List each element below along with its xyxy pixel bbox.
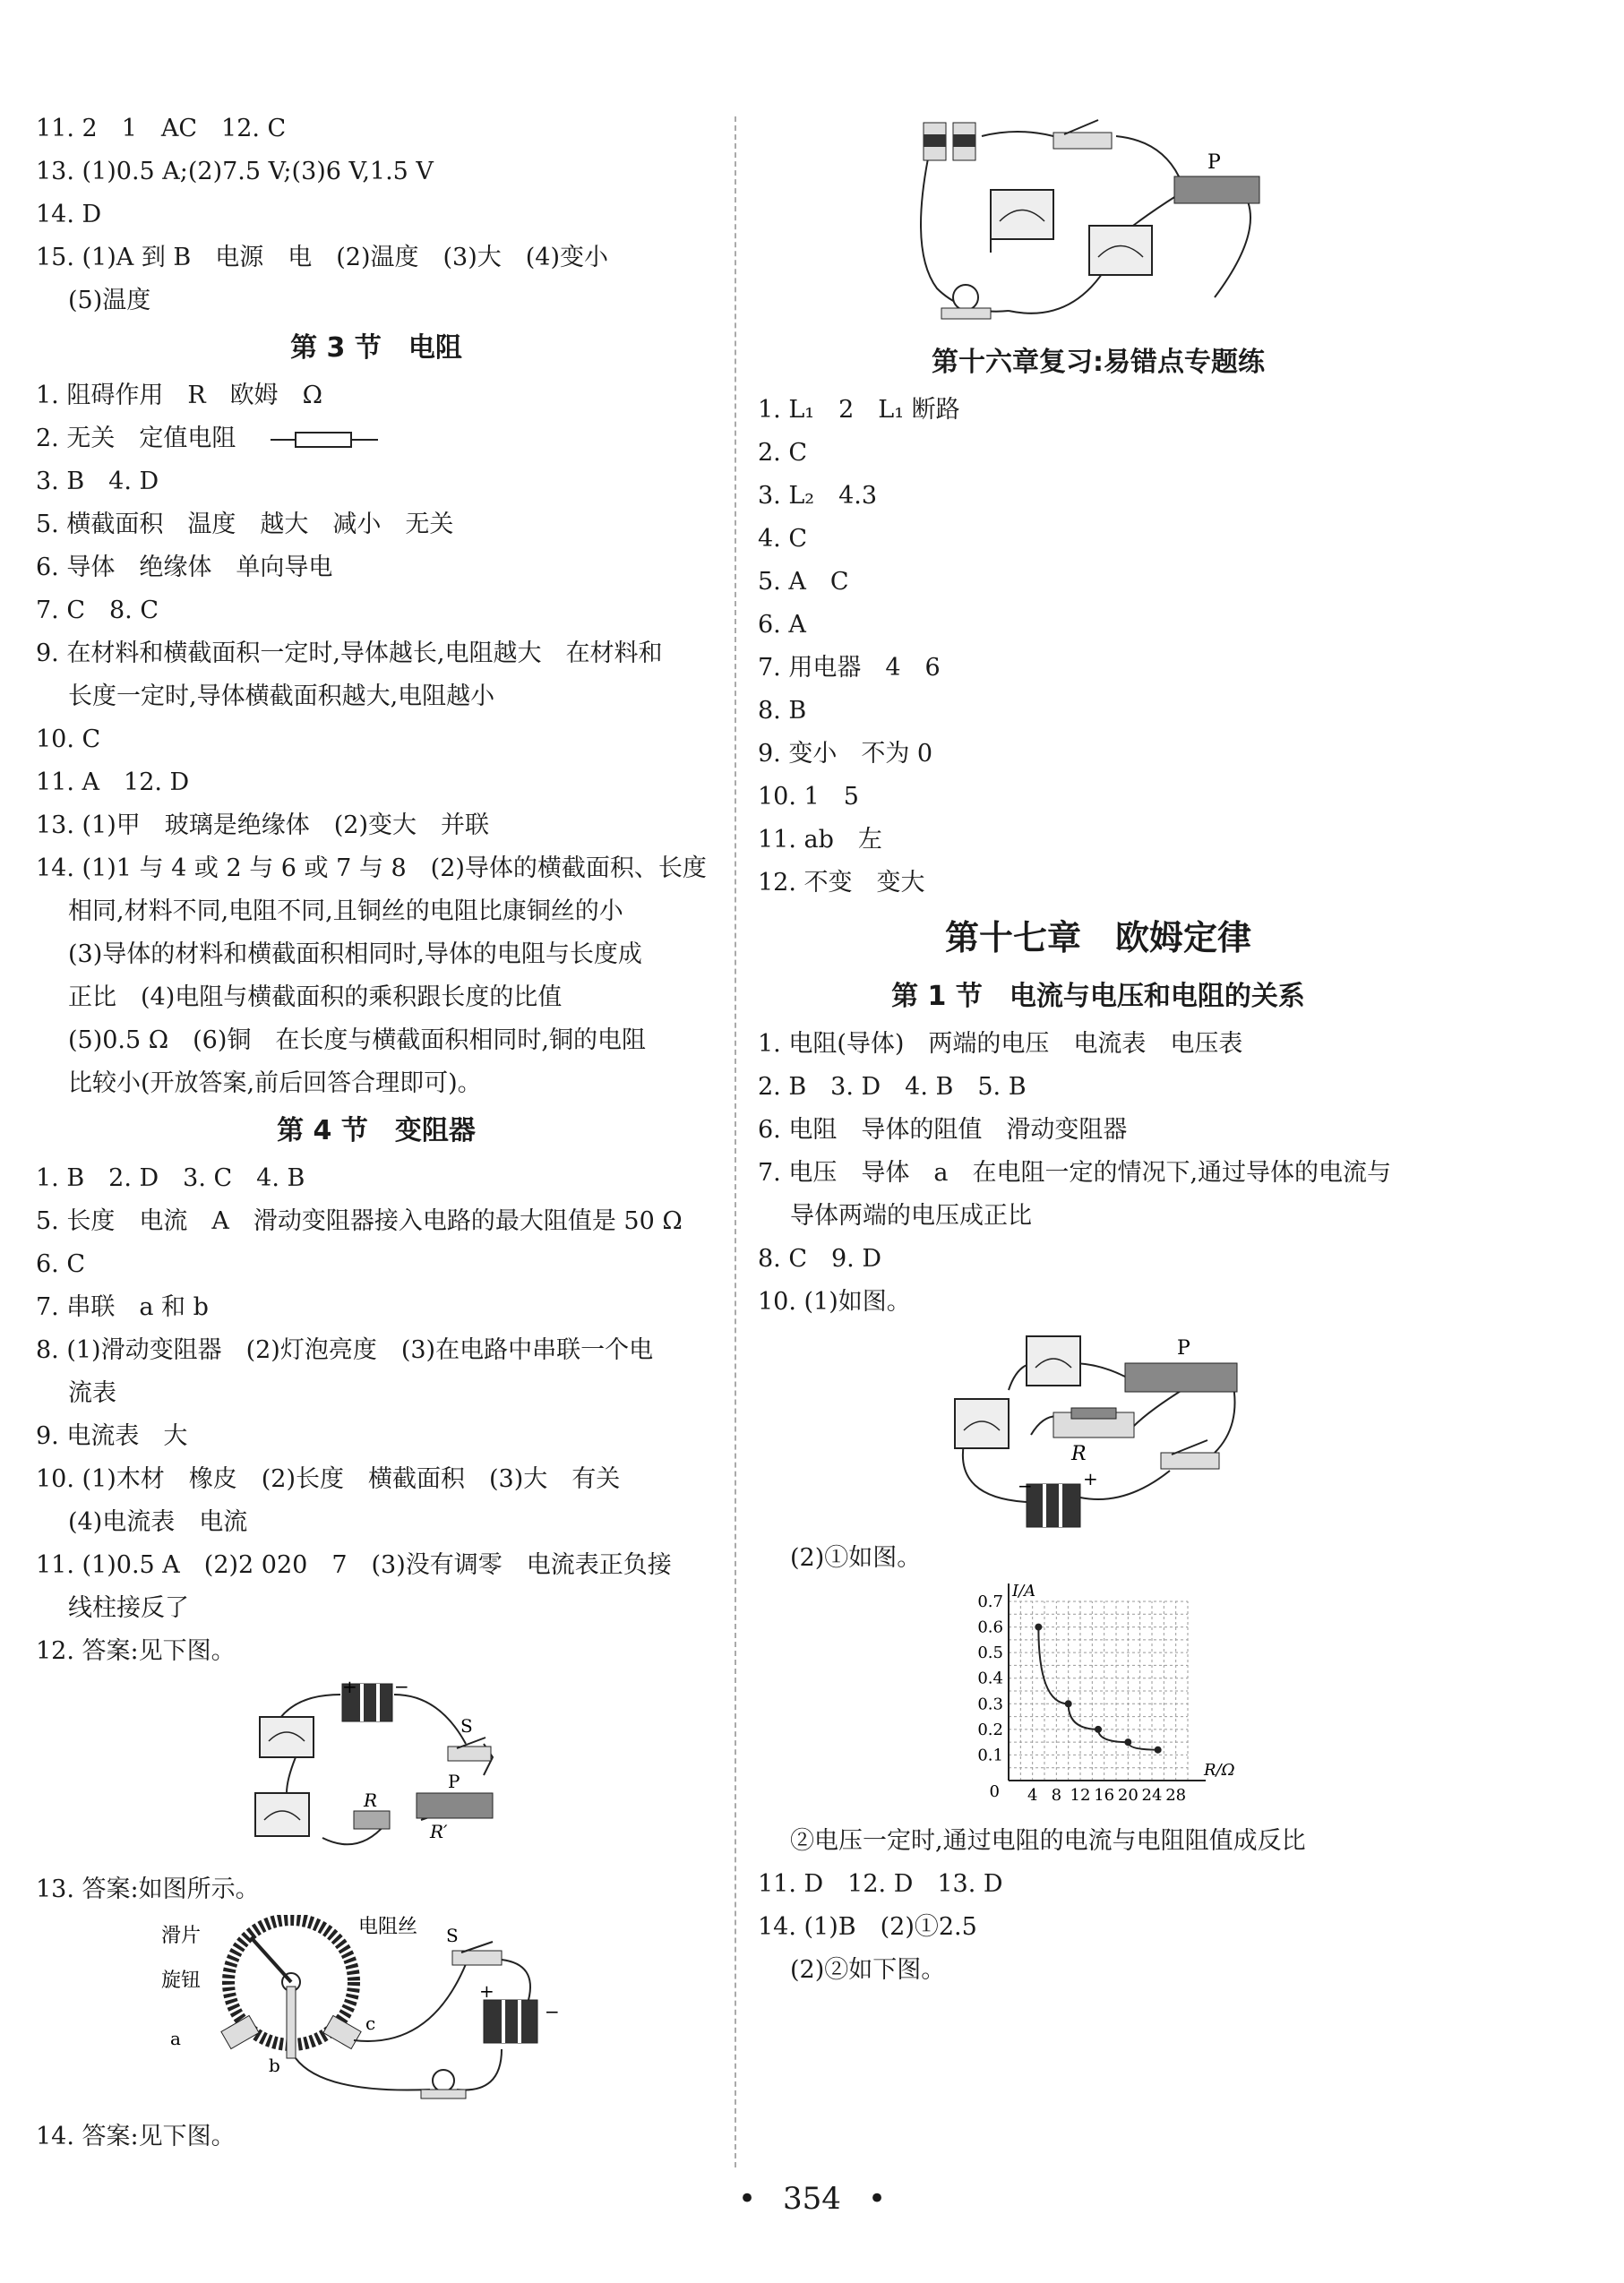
answer-line: 10. (1)如图。 [758,1288,911,1316]
answer-line: 6. A [758,611,806,639]
y-tick-label: 0.6 [977,1618,1003,1637]
answer-line: 4. C [758,525,808,553]
answer-line: (5)温度 [68,287,151,314]
answer-line: 比较小(开放答案,前后回答合理即可)。 [68,1069,482,1097]
answer-line: 7. 电压 导体 a 在电阻一定的情况下,通过导体的电流与 [758,1159,1392,1187]
section-title: 第 3 节 电阻 [290,332,462,364]
page-number-text: 354 [783,2181,841,2217]
x-tick-label: 4 [1027,1786,1038,1805]
answer-line: 11. ab 左 [758,826,882,854]
rheostat-icon [1125,1363,1237,1392]
ammeter-icon [1089,226,1152,275]
answer-text: 2. 无关 定值电阻 [36,425,236,452]
data-point [1155,1747,1162,1754]
answer-line: 15. (1)A 到 B 电源 电 (2)温度 (3)大 (4)变小 [36,244,609,271]
x-tick-label: 16 [1094,1786,1115,1805]
answer-line [36,417,717,460]
review-answers [758,389,1439,905]
answer-line: 3. L₂ 4.3 [758,482,878,510]
answer-line: (5)0.5 Ω (6)铜 在长度与横截面积相同时,铜的电阻 [68,1026,646,1054]
answer-line: 11. A 12. D [36,768,190,796]
circuit-figure-top [910,109,1286,333]
page-dot: • [867,2181,887,2217]
potentiometer-figure-q13 [161,1915,591,2112]
page-dot: • [737,2181,757,2217]
top-answers [36,107,717,322]
chapter-title: 第十七章 欧姆定律 [944,918,1251,957]
section-title: 第十六章复习:易错点专题练 [932,347,1265,378]
answer-line: 12. 不变 变大 [758,869,925,897]
x-tick-label: 8 [1051,1786,1062,1805]
answer-line: (2)②如下图。 [790,1956,946,1984]
answer-line: 流表 [68,1379,116,1407]
switch-label: S [446,1925,459,1946]
voltmeter-icon [255,1793,309,1836]
answer-line: 12. 答案:见下图。 [36,1637,236,1665]
ammeter-icon [260,1717,314,1757]
answer-line: 14. D [36,201,102,228]
circuit-figure-q12 [242,1677,511,1865]
minus-label: − [545,2001,560,2022]
answer-line: 正比 (4)电阻与横截面积的乘积跟长度的比值 [68,983,563,1011]
answer-line: 13. (1)甲 玻璃是绝缘体 (2)变大 并联 [36,811,490,839]
plus-label: + [1083,1468,1098,1489]
answer-line: (2)①如图。 [790,1544,922,1572]
y-tick-label: 0.2 [977,1720,1003,1739]
answer-line: 1. B 2. D 3. C 4. B [36,1164,305,1192]
x-axis-label: R/Ω [1204,1761,1235,1780]
answer-line: 7. 用电器 4 6 [758,654,941,682]
answer-line: 10. (1)木材 橡皮 (2)长度 横截面积 (3)大 有关 [36,1465,621,1493]
answer-line: (4)电流表 电流 [68,1508,248,1536]
voltmeter-icon [991,190,1053,239]
answer-line: 线柱接反了 [68,1594,189,1622]
wire-label: 电阻丝 [358,1916,418,1938]
data-point [1124,1738,1131,1746]
answer-line: 9. 在材料和横截面积一定时,导体越长,电阻越大 在材料和 [36,639,663,667]
y-tick-label: 0.5 [977,1644,1003,1663]
rheostat-icon [1174,176,1259,203]
plus-label: + [479,1980,494,2002]
answer-line: 2. B 3. D 4. B 5. B [758,1073,1027,1101]
x-tick-label: 20 [1117,1786,1139,1805]
answer-line: 8. C 9. D [758,1245,881,1273]
answer-line: 5. 横截面积 温度 越大 减小 无关 [36,511,454,538]
column-divider [735,116,736,2167]
switch-icon [1053,133,1112,149]
switch-icon [1161,1453,1219,1469]
answer-line: 14. (1)B (2)①2.5 [758,1913,977,1941]
y-tick-label: 0.1 [977,1746,1003,1765]
plus-label: + [342,1677,357,1697]
answer-line: 5. 长度 电流 A 滑动变阻器接入电路的最大阻值是 50 Ω [36,1207,683,1235]
bulb-icon [433,2070,454,2091]
answer-line: 7. C 8. C [36,596,159,624]
answer-line: 10. C [36,725,101,753]
slider-label: P [1177,1337,1190,1360]
resistor-symbol-icon [271,429,378,451]
ammeter-icon [955,1399,1009,1448]
slider-label: P [448,1771,460,1792]
y-tick-label: 0.4 [977,1669,1003,1688]
section1-answers [758,1023,1439,1324]
resistor-label: R [364,1789,378,1811]
page-number [0,2181,1624,2217]
answer-line: 13. 答案:如图所示。 [36,1875,260,1903]
resistor-label: R [1071,1443,1087,1465]
section-title: 第 1 节 电流与电压和电阻的关系 [891,981,1305,1012]
right-column [758,106,1439,1992]
left-column [36,107,717,2159]
answer-line: 13. (1)0.5 A;(2)7.5 V;(3)6 V,1.5 V [36,158,434,185]
data-point [1065,1700,1072,1707]
knob-label: 旋钮 [161,1970,202,1992]
answer-line: 5. A C [758,568,849,596]
minus-label: − [394,1677,409,1697]
section4-answers [36,1157,717,1673]
section-title: 第 4 节 变阻器 [277,1115,476,1146]
answer-line: 1. L₁ 2 L₁ 断路 [758,396,960,424]
x-tick-label: 12 [1070,1786,1091,1805]
answer-line: 11. 2 1 AC 12. C [36,115,287,142]
answer-line: 8. (1)滑动变阻器 (2)灯泡亮度 (3)在电路中串联一个电 [36,1336,654,1364]
answer-line: 6. 导体 绝缘体 单向导电 [36,554,333,581]
answer-line: 9. 变小 不为 0 [758,740,933,768]
slider-label: P [1207,151,1221,174]
current-resistance-chart [946,1584,1250,1816]
answer-line: 2. C [758,439,808,467]
x-tick-label: 24 [1141,1786,1163,1805]
battery-icon [1027,1484,1080,1527]
switch-label: S [460,1715,473,1737]
terminal-a-label: a [170,2028,181,2049]
answer-line: 10. 1 5 [758,783,859,811]
slider-label: 滑片 [161,1925,202,1947]
answer-line: 11. (1)0.5 A (2)2 020 7 (3)没有调零 电流表正负接 [36,1551,672,1579]
answer-line: 11. D 12. D 13. D [758,1870,1003,1898]
answer-line: 1. 阻碍作用 R 欧姆 Ω [36,382,323,409]
origin-label: 0 [989,1782,1000,1801]
battery-icon [484,2000,537,2043]
answer-line: 9. 电流表 大 [36,1422,188,1450]
y-axis-label: I/A [1012,1584,1036,1601]
answer-line: 8. B [758,697,807,725]
answer-line: 3. B 4. D [36,468,159,495]
terminal-c-label: c [365,2013,376,2034]
answer-line: 相同,材料不同,电阻不同,且铜丝的电阻比康铜丝的小 [68,897,623,925]
answer-line: 1. 电阻(导体) 两端的电压 电流表 电压表 [758,1030,1243,1058]
answer-line: (3)导体的材料和横截面积相同时,导体的电阻与长度成 [68,940,642,968]
voltmeter-icon [1027,1336,1080,1386]
data-point [1095,1726,1102,1733]
minus-label: − [1018,1475,1033,1497]
answer-line: 14. 答案:见下图。 [36,2123,236,2150]
switch-icon [452,1951,502,1965]
data-point [1035,1624,1042,1631]
x-tick-label: 28 [1165,1786,1187,1805]
answer-line: 6. C [36,1250,86,1278]
y-tick-label: 0.7 [977,1592,1003,1611]
answer-line: 6. 电阻 导体的阻值 滑动变阻器 [758,1116,1128,1144]
rheostat-icon [417,1793,493,1818]
answer-line: 长度一定时,导体横截面积越大,电阻越小 [68,682,495,710]
answer-line: 7. 串联 a 和 b [36,1293,209,1321]
rheostat-label: R′ [430,1821,448,1842]
y-tick-label: 0.3 [977,1695,1003,1714]
answer-line: ②电压一定时,通过电阻的电流与电阻阻值成反比 [790,1827,1306,1855]
bulb-icon [953,285,978,310]
resistor-icon [354,1811,390,1829]
answer-line: 14. (1)1 与 4 或 2 与 6 或 7 与 8 (2)导体的横截面积、长度 [36,854,707,882]
circuit-figure-q10 [946,1327,1250,1533]
section3-answers [36,374,717,1105]
answer-line: 导体两端的电压成正比 [790,1202,1032,1230]
switch-icon [448,1747,491,1761]
terminal-b-label: b [269,2055,280,2076]
